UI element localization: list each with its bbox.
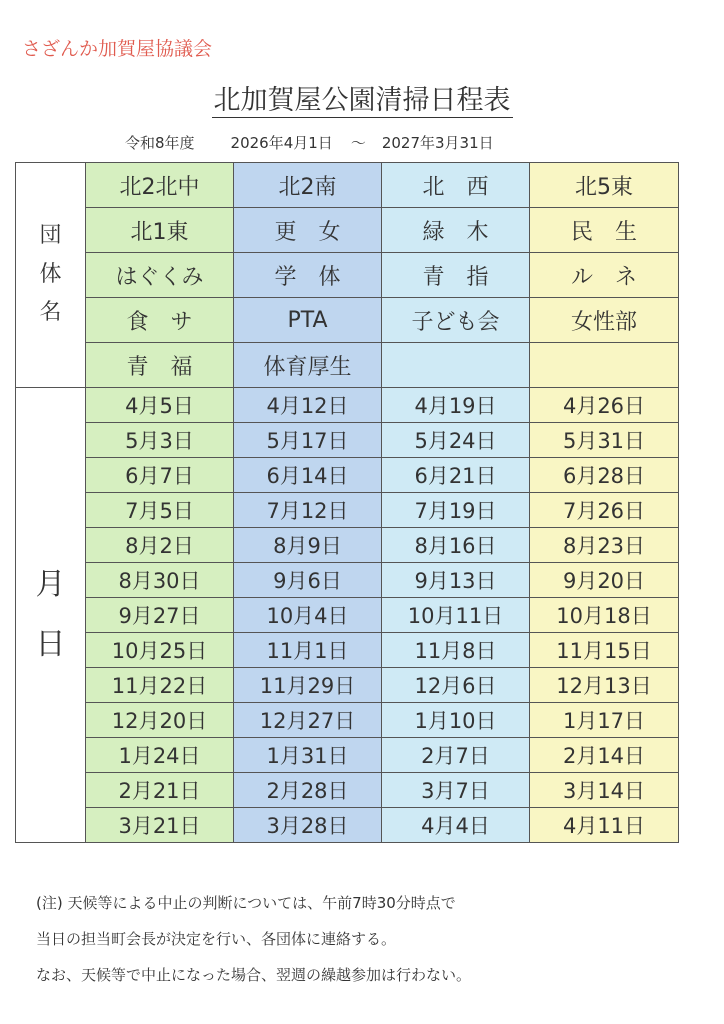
date-row (16, 493, 679, 528)
group-cell (530, 343, 679, 388)
group-cell: PTA (234, 298, 382, 343)
date-row (16, 773, 679, 808)
schedule-table (15, 162, 679, 843)
note-line: (注) 天候等による中止の判断については、午前7時30分時点で (36, 894, 456, 912)
schedule-period (125, 132, 494, 153)
date-cell: 9月13日 (382, 563, 530, 598)
date-row (16, 633, 679, 668)
group-cell: ル ネ (530, 253, 679, 298)
date-cell: 12月6日 (382, 668, 530, 703)
date-rows (16, 388, 679, 843)
date-cell: 8月9日 (234, 528, 382, 563)
date-cell: 4月12日 (234, 388, 382, 423)
date-cell: 2月14日 (530, 738, 679, 773)
date-cell: 10月4日 (234, 598, 382, 633)
fiscal-year: 令和8年度 (125, 134, 195, 152)
date-cell: 8月16日 (382, 528, 530, 563)
date-row (16, 598, 679, 633)
note-line: なお、天候等で中止になった場合、翌週の繰越参加は行わない。 (36, 966, 472, 984)
date-cell: 10月18日 (530, 598, 679, 633)
date-cell: 7月19日 (382, 493, 530, 528)
date-cell: 2月21日 (86, 773, 234, 808)
date-cell: 11月15日 (530, 633, 679, 668)
date-cell: 10月25日 (86, 633, 234, 668)
date-row (16, 458, 679, 493)
date-cell: 3月14日 (530, 773, 679, 808)
date-row (16, 563, 679, 598)
date-cell: 6月14日 (234, 458, 382, 493)
group-cell: 緑 木 (382, 208, 530, 253)
date-label: 月 日 (16, 388, 86, 843)
date-cell: 3月21日 (86, 808, 234, 843)
group-cell: 子ども会 (382, 298, 530, 343)
group-cell: 北1東 (86, 208, 234, 253)
group-name-label: 団 体 名 (16, 163, 86, 388)
date-cell: 5月24日 (382, 423, 530, 458)
date-row (16, 703, 679, 738)
group-cell: 学 体 (234, 253, 382, 298)
group-cell: はぐくみ (86, 253, 234, 298)
date-cell: 4月4日 (382, 808, 530, 843)
date-cell: 1月17日 (530, 703, 679, 738)
date-cell: 9月6日 (234, 563, 382, 598)
date-cell: 11月8日 (382, 633, 530, 668)
group-row (16, 208, 679, 253)
group-cell (382, 343, 530, 388)
date-row (16, 528, 679, 563)
date-row (16, 668, 679, 703)
group-cell: 青 指 (382, 253, 530, 298)
start-date: 2026年4月1日 (230, 134, 333, 152)
date-cell: 6月7日 (86, 458, 234, 493)
group-row (16, 343, 679, 388)
date-cell: 10月11日 (382, 598, 530, 633)
date-cell: 11月1日 (234, 633, 382, 668)
date-row (16, 388, 679, 423)
page-title: 北加賀屋公園清掃日程表 (213, 85, 511, 116)
date-cell: 8月2日 (86, 528, 234, 563)
group-cell: 女性部 (530, 298, 679, 343)
date-cell: 4月5日 (86, 388, 234, 423)
end-date: 2027年3月31日 (381, 134, 494, 152)
date-cell: 7月5日 (86, 493, 234, 528)
date-cell: 9月20日 (530, 563, 679, 598)
date-cell: 1月10日 (382, 703, 530, 738)
date-cell: 12月13日 (530, 668, 679, 703)
group-cell: 青 福 (86, 343, 234, 388)
group-cell: 更 女 (234, 208, 382, 253)
date-cell: 11月22日 (86, 668, 234, 703)
date-cell: 3月7日 (382, 773, 530, 808)
organization-name: さざんか加賀屋協議会 (22, 38, 213, 60)
group-row (16, 163, 679, 208)
date-cell: 4月19日 (382, 388, 530, 423)
group-cell: 北 西 (382, 163, 530, 208)
date-cell: 4月11日 (530, 808, 679, 843)
date-cell: 5月3日 (86, 423, 234, 458)
date-cell: 1月31日 (234, 738, 382, 773)
date-cell: 6月28日 (530, 458, 679, 493)
date-cell: 3月28日 (234, 808, 382, 843)
date-cell: 7月26日 (530, 493, 679, 528)
notes (36, 885, 471, 993)
group-row (16, 298, 679, 343)
date-cell: 8月30日 (86, 563, 234, 598)
date-cell: 2月7日 (382, 738, 530, 773)
date-cell: 4月26日 (530, 388, 679, 423)
date-cell: 12月20日 (86, 703, 234, 738)
date-row (16, 423, 679, 458)
note-line: 当日の担当町会長が決定を行い、各団体に連絡する。 (36, 930, 397, 948)
group-cell: 北2北中 (86, 163, 234, 208)
group-cell: 北5東 (530, 163, 679, 208)
group-cell: 食 サ (86, 298, 234, 343)
group-cell: 体育厚生 (234, 343, 382, 388)
date-cell: 5月17日 (234, 423, 382, 458)
date-cell: 12月27日 (234, 703, 382, 738)
date-cell: 8月23日 (530, 528, 679, 563)
date-cell: 11月29日 (234, 668, 382, 703)
date-cell: 6月21日 (382, 458, 530, 493)
page-title-wrap (0, 78, 724, 117)
date-cell: 9月27日 (86, 598, 234, 633)
group-row (16, 253, 679, 298)
group-cell: 北2南 (234, 163, 382, 208)
date-cell: 2月28日 (234, 773, 382, 808)
date-row (16, 738, 679, 773)
group-cell: 民 生 (530, 208, 679, 253)
date-cell: 5月31日 (530, 423, 679, 458)
date-cell: 7月12日 (234, 493, 382, 528)
period-tilde: ～ (350, 134, 366, 152)
date-cell: 1月24日 (86, 738, 234, 773)
date-row (16, 808, 679, 843)
